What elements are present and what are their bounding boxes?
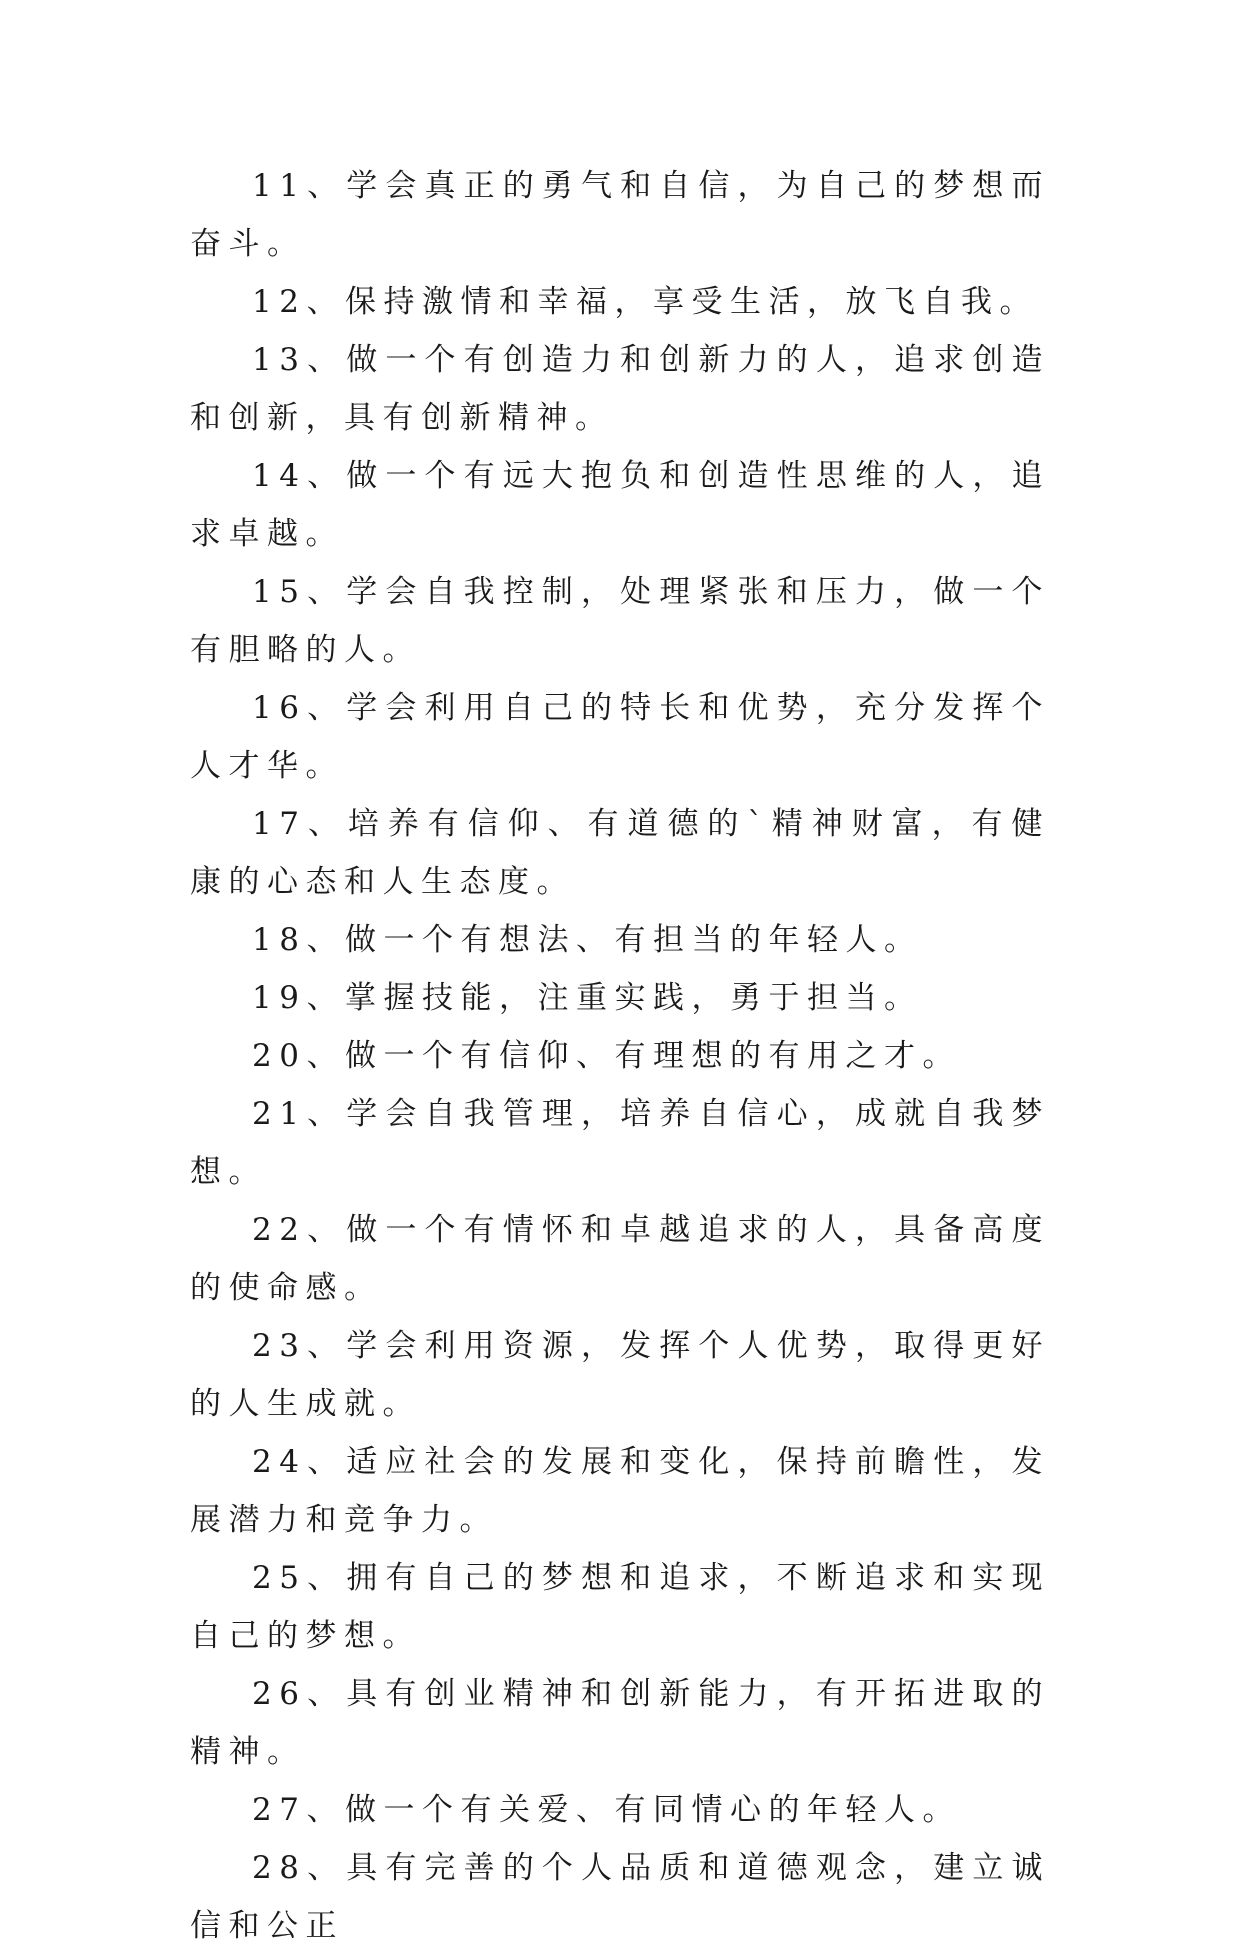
list-item: 19、掌握技能，注重实践，勇于担当。	[252, 980, 923, 1016]
list-item: 18、做一个有想法、有担当的年轻人。	[252, 922, 923, 958]
list-item: 27、做一个有关爱、有同情心的年轻人。	[252, 1792, 961, 1828]
list-item: 13、做一个有创造力和创新力的人，追求创造和创新，具有创新精神。	[190, 342, 1050, 436]
list-item: 22、做一个有情怀和卓越追求的人，具备高度的使命感。	[190, 1212, 1050, 1306]
list-item: 12、保持激情和幸福，享受生活，放飞自我。	[252, 284, 1038, 320]
list-item: 28、具有完善的个人品质和道德观念，建立诚信和公正	[190, 1850, 1050, 1944]
list-item: 14、做一个有远大抱负和创造性思维的人，追求卓越。	[190, 458, 1050, 552]
list-item: 11、学会真正的勇气和自信，为自己的梦想而奋斗。	[190, 168, 1050, 262]
list-item: 17、培养有信仰、有道德的`精神财富，有健康的心态和人生态度。	[190, 806, 1050, 900]
list-item: 26、具有创业精神和创新能力，有开拓进取的精神。	[190, 1676, 1050, 1770]
list-item: 21、学会自我管理，培养自信心，成就自我梦想。	[190, 1096, 1050, 1190]
list-item: 24、适应社会的发展和变化，保持前瞻性，发展潜力和竞争力。	[190, 1444, 1050, 1538]
document-body	[190, 157, 1050, 1955]
list-item: 20、做一个有信仰、有理想的有用之才。	[252, 1038, 961, 1074]
list-item: 16、学会利用自己的特长和优势，充分发挥个人才华。	[190, 690, 1050, 784]
list-item: 25、拥有自己的梦想和追求，不断追求和实现自己的梦想。	[190, 1560, 1050, 1654]
list-item: 15、学会自我控制，处理紧张和压力，做一个有胆略的人。	[190, 574, 1050, 668]
list-item: 23、学会利用资源，发挥个人优势，取得更好的人生成就。	[190, 1328, 1050, 1422]
